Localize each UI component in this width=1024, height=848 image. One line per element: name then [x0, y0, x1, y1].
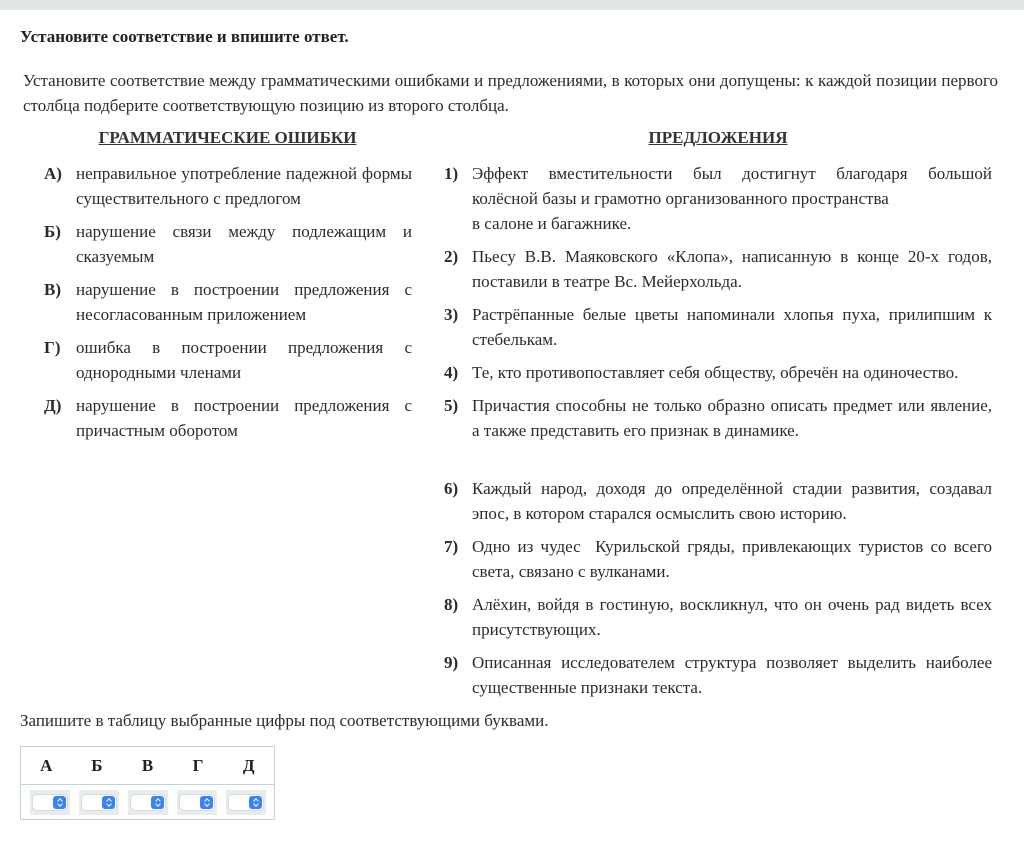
answer-select-d[interactable]: [226, 790, 266, 815]
answer-select-a[interactable]: [30, 790, 70, 815]
sentence-text-line: колёсной базы и грамотно организованного пространства: [472, 189, 889, 208]
sentence-label: 1): [444, 164, 459, 183]
answer-select-v[interactable]: [128, 790, 168, 815]
sentence-label: 9): [444, 653, 459, 672]
select-arrows-icon[interactable]: [249, 796, 262, 809]
error-item: [44, 219, 412, 269]
sentence-label: 8): [444, 595, 459, 614]
sentence-text: Описанная исследователем структура позволяет выделить наиболее существенные признаки текста.: [472, 653, 992, 697]
answer-column-header: В: [141, 756, 154, 775]
error-text: нарушение связи между подлежащим и сказуемым: [76, 222, 412, 266]
select-arrows-icon[interactable]: [102, 796, 115, 809]
error-label: Д): [44, 396, 62, 415]
error-text: ошибка в построении предложения с однородными членами: [76, 338, 412, 382]
answer-table-header: [21, 747, 274, 785]
sentence-item: [444, 244, 992, 294]
error-text: нарушение в построении предложения с несогласованным приложением: [76, 280, 412, 324]
answer-column-header: Д: [242, 756, 255, 775]
error-label: А): [44, 164, 62, 183]
answer-column-header: А: [40, 756, 53, 775]
error-label: В): [44, 280, 61, 299]
sentence-text: Одно из чудес Курильской гряды, привлекающих туристов со всего света, связано с вулканами.: [472, 537, 997, 581]
sentence-item: [444, 592, 992, 642]
sentence-label: 6): [444, 479, 459, 498]
sentence-item: [444, 534, 997, 584]
sentence-label: 2): [444, 247, 459, 266]
sentences-column-heading: ПРЕДЛОЖЕНИЯ: [648, 128, 788, 147]
select-box[interactable]: [82, 795, 116, 810]
error-item: [44, 277, 412, 327]
sentence-item: [444, 650, 992, 700]
answer-select-row: [21, 785, 274, 820]
sentence-item: [444, 360, 992, 385]
sentence-item: [444, 302, 992, 352]
errors-column-heading: ГРАММАТИЧЕСКИЕ ОШИБКИ: [98, 128, 357, 147]
answer-table: [20, 746, 275, 820]
error-text: нарушение в построении предложения с причастным оборотом: [76, 396, 412, 440]
select-box[interactable]: [180, 795, 214, 810]
error-item: [44, 335, 412, 385]
error-label: Г): [44, 338, 61, 357]
sentence-text: Каждый народ, доходя до определённой стадии развития, создавал эпос, в котором старался осмыслить свою историю.: [472, 479, 992, 523]
sentence-text: Растрёпанные белые цветы напоминали хлопья пуха, прилипшим к стебелькам.: [472, 305, 992, 349]
sentence-item: [444, 476, 992, 526]
select-arrows-icon[interactable]: [151, 796, 164, 809]
sentence-text-line: в салоне и багажнике.: [472, 214, 632, 233]
sentence-text-line: Эффект вместительности был достигнут благодаря большой: [472, 164, 992, 183]
answer-column-header: Г: [192, 756, 204, 775]
select-box[interactable]: [131, 795, 165, 810]
sentence-label: 3): [444, 305, 459, 324]
sentence-text: Алёхин, войдя в гостиную, воскликнул, что он очень рад видеть всех присутствующих.: [472, 595, 992, 639]
top-bar: [0, 0, 1024, 10]
sentence-label: 4): [444, 363, 459, 382]
sentence-label: 7): [444, 537, 459, 556]
sentence-label: 5): [444, 396, 459, 415]
sentence-text: Причастия способны не только образно описать предмет или явление, а также представить его признак в динамике.: [472, 396, 992, 440]
sentence-text: Пьесу В.В. Маяковского «Клопа», написанную в конце 20-х годов, поставили в театре Вс. Мейерхольда.: [472, 247, 992, 291]
select-box[interactable]: [229, 795, 263, 810]
sentence-item: [444, 393, 992, 443]
sentence-item: [444, 161, 992, 236]
answer-select-g[interactable]: [177, 790, 217, 815]
sentence-text: Те, кто противопоставляет себя обществу, обречён на одиночество.: [472, 363, 959, 382]
task-title: Установите соответствие и впишите ответ.: [20, 27, 349, 46]
select-box[interactable]: [33, 795, 67, 810]
error-item: [44, 161, 412, 211]
answer-select-b[interactable]: [79, 790, 119, 815]
task-instructions: Установите соответствие между грамматическими ошибками и предложениями, в которых они допущены: к каждой позиции первого столбца подберите соответствующую позицию из второго столбца.: [23, 71, 998, 115]
error-text: неправильное употребление падежной формы существительного с предлогом: [76, 164, 412, 208]
error-item: [44, 393, 412, 443]
select-arrows-icon[interactable]: [200, 796, 213, 809]
select-arrows-icon[interactable]: [53, 796, 66, 809]
error-label: Б): [44, 222, 61, 241]
answer-instructions: Запишите в таблицу выбранные цифры под соответствующими буквами.: [20, 711, 549, 730]
answer-column-header: Б: [91, 756, 103, 775]
